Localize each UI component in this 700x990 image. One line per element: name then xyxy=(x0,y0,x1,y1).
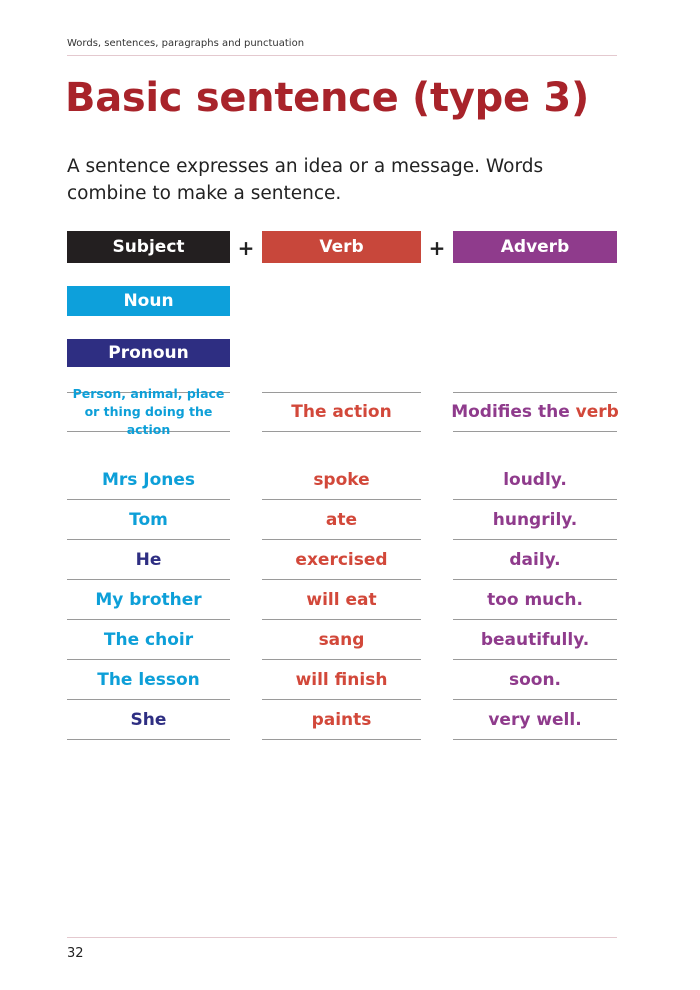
subject-cell: He xyxy=(67,540,230,580)
adverb-cell: loudly. xyxy=(453,460,617,500)
adverb-cell: too much. xyxy=(453,580,617,620)
footer-rule xyxy=(67,937,617,938)
subject-box: Subject xyxy=(67,231,230,263)
subject-cell: My brother xyxy=(67,580,230,620)
adverb-description-verb: verb xyxy=(575,402,619,422)
subject-cell: The lesson xyxy=(67,660,230,700)
running-head: Words, sentences, paragraphs and punctuation xyxy=(67,38,305,49)
subject-cell: The choir xyxy=(67,620,230,660)
intro-paragraph: A sentence expresses an idea or a message. Words combine to make a sentence. xyxy=(67,156,544,204)
adverb-description-text: Modifies the xyxy=(451,402,576,422)
page-number: 32 xyxy=(67,946,84,961)
adverb-cell: soon. xyxy=(453,660,617,700)
subject-cell: Tom xyxy=(67,500,230,540)
verb-cell: exercised xyxy=(262,540,421,580)
verb-cell: will finish xyxy=(262,660,421,700)
verb-box: Verb xyxy=(262,231,421,263)
verb-description: The action xyxy=(262,392,421,432)
header-rule xyxy=(67,55,617,56)
verb-cell: sang xyxy=(262,620,421,660)
verb-cell: spoke xyxy=(262,460,421,500)
adverb-cell: beautifully. xyxy=(453,620,617,660)
adverb-cell: very well. xyxy=(453,700,617,740)
plus-sign-2: + xyxy=(428,236,446,260)
adverb-box: Adverb xyxy=(453,231,617,263)
verb-column xyxy=(262,460,421,740)
verb-cell: paints xyxy=(262,700,421,740)
pronoun-box: Pronoun xyxy=(67,339,230,367)
adverb-cell: daily. xyxy=(453,540,617,580)
adverb-description xyxy=(453,392,617,432)
subject-column xyxy=(67,460,230,740)
plus-sign-1: + xyxy=(237,236,255,260)
subject-cell: Mrs Jones xyxy=(67,460,230,500)
verb-cell: ate xyxy=(262,500,421,540)
noun-box: Noun xyxy=(67,286,230,316)
subject-description: Person, animal, place or thing doing the action xyxy=(67,392,230,432)
adverb-column xyxy=(453,460,617,740)
adverb-cell: hungrily. xyxy=(453,500,617,540)
subject-cell: She xyxy=(67,700,230,740)
verb-cell: will eat xyxy=(262,580,421,620)
page-title: Basic sentence (type 3) xyxy=(65,75,589,121)
